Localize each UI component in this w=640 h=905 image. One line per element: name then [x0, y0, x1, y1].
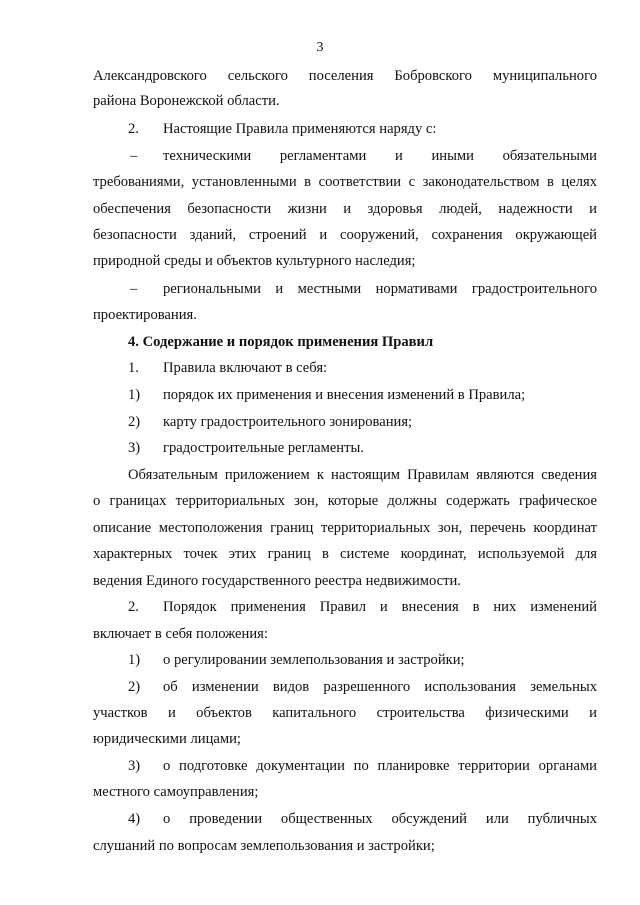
text-line: включает в себя положения:	[93, 626, 268, 642]
list-marker: 1)	[128, 652, 141, 668]
list-marker: 4)	[128, 811, 141, 827]
list-item-text: об изменении видов разрешенного использования земельных	[163, 679, 597, 695]
list-item	[128, 358, 597, 378]
list-marker: 2.	[128, 121, 139, 137]
text-line: ведения Единого государственного реестра недвижимости.	[93, 573, 461, 589]
text-line: о границах территориальных зон, которые должны содержать графическое	[93, 493, 597, 509]
list-item	[128, 385, 597, 405]
text-line: требованиями, установленными в соответствии с законодательством в целях	[93, 174, 597, 190]
text-line: проектирования.	[93, 307, 197, 323]
text-line: участков и объектов капитального строительства физическими и	[93, 705, 597, 721]
list-item-text: о регулировании землепользования и застройки;	[163, 652, 465, 668]
list-item-text: Порядок применения Правил и внесения в них изменений	[163, 599, 597, 615]
list-item-text: о проведении общественных обсуждений или публичных	[163, 811, 597, 827]
list-item	[128, 438, 597, 458]
list-marker: 1.	[128, 360, 139, 376]
list-marker: 1)	[128, 387, 141, 403]
text-line: обеспечения безопасности жизни и здоровья людей, надежности и	[93, 201, 597, 217]
page-number: 3	[316, 40, 324, 55]
text-line: описание местоположения границ территориальных зон, перечень координат	[93, 520, 597, 536]
list-item-text: градостроительные регламенты.	[163, 440, 364, 456]
list-item	[128, 677, 597, 697]
list-item	[128, 279, 597, 299]
text-line: Обязательным приложением к настоящим Правилам являются сведения	[128, 467, 597, 483]
text-line: природной среды и объектов культурного наследия;	[93, 253, 416, 269]
text-line: Александровского сельского поселения Бобровского муниципального	[93, 68, 597, 84]
text-line: слушаний по вопросам землепользования и застройки;	[93, 838, 435, 854]
text-line: района Воронежской области.	[93, 93, 280, 109]
text-line: безопасности зданий, строений и сооружений, сохранения окружающей	[93, 227, 597, 243]
list-item	[128, 809, 597, 829]
list-marker: 3)	[128, 758, 141, 774]
list-item-text: порядок их применения и внесения изменений в Правила;	[163, 387, 526, 403]
list-marker: 3)	[128, 440, 141, 456]
list-marker: –	[130, 281, 138, 297]
list-item	[128, 650, 597, 670]
list-marker: 2)	[128, 414, 141, 430]
list-item	[128, 412, 597, 432]
list-item	[128, 597, 597, 617]
list-item-text: о подготовке документации по планировке территории органами	[163, 758, 597, 774]
list-item	[128, 119, 597, 139]
text-line: характерных точек этих границ в системе координат, используемой для	[93, 546, 597, 562]
list-item-text: Настоящие Правила применяются наряду с:	[163, 121, 437, 137]
list-item-text: региональными и местными нормативами градостроительного	[163, 281, 597, 297]
list-item-text: Правила включают в себя:	[163, 360, 328, 376]
list-marker: 2.	[128, 599, 139, 615]
text-line: местного самоуправления;	[93, 784, 259, 800]
list-marker: 2)	[128, 679, 141, 695]
section-heading: 4. Содержание и порядок применения Правил	[128, 334, 434, 350]
text-line: юридическими лицами;	[93, 731, 241, 747]
list-item-text: техническими регламентами и иными обязательными	[163, 148, 597, 164]
list-item	[128, 756, 597, 776]
list-marker: –	[130, 148, 138, 164]
list-item	[128, 146, 597, 166]
list-item-text: карту градостроительного зонирования;	[163, 414, 413, 430]
